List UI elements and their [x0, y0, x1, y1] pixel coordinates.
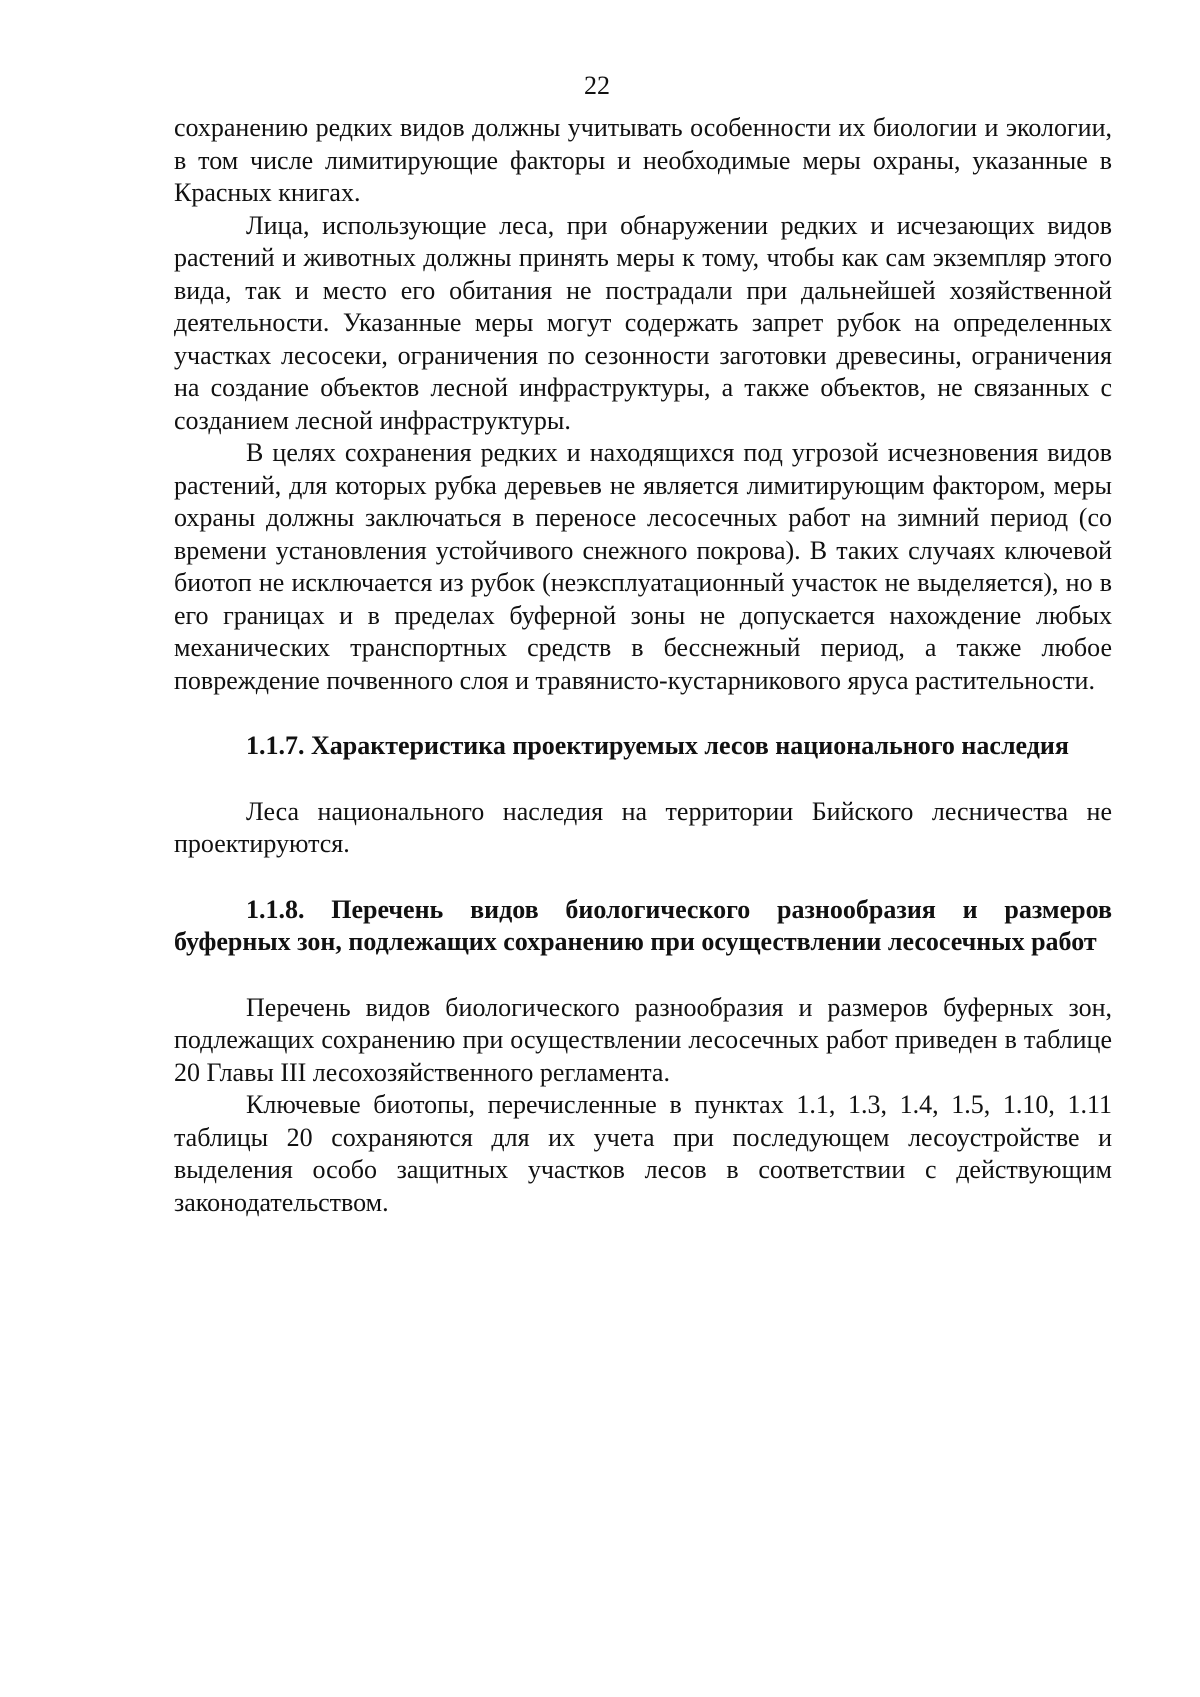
- paragraph-biodiversity-list: Перечень видов биологического разнообразия и размеров буферных зон, подлежащих сохранению при осуществлении лесосечных работ приведен в таблице 20 Главы III лесохозяйственного регламента.: [174, 992, 1112, 1087]
- section-heading-1-1-8: 1.1.8. Перечень видов биологического разнообразия и размеров буферных зон, подлежащих сохранению при осуществлении лесосечных работ: [174, 894, 1112, 956]
- spacer: [174, 861, 1112, 894]
- paragraph-winter-logging: В целях сохранения редких и находящихся под угрозой исчезновения видов растений, для которых рубка деревьев не является лимитирующим фактором, меры охраны должны заключаться в переносе лесосечных работ на зимний период (со времени установления устойчивого снежного покрова). В таких случаях ключевой биотоп не исключается из рубок (неэксплуатационный участок не выделяется), но в его границах и в пределах буферной зоны не допускается нахождение любых механических транспортных средств в бесснежный период, а также любое повреждение почвенного слоя и травянисто-кустарникового яруса растительности.: [174, 438, 1112, 695]
- spacer: [174, 763, 1112, 796]
- spacer: [174, 959, 1112, 992]
- paragraph-national-heritage-forests: Леса национального наследия на территории Бийского лесничества не проектируются.: [174, 796, 1112, 858]
- section-heading-1-1-7: 1.1.7. Характеристика проектируемых лесов национального наследия: [246, 731, 1069, 760]
- page-number: 22: [584, 71, 610, 100]
- spacer: [174, 697, 1112, 730]
- paragraph-rare-species-measures: Лица, использующие леса, при обнаружении редких и исчезающих видов растений и животных должны принять меры к тому, чтобы как сам экземпляр этого вида, так и место его обитания не пострадали при дальнейшей хозяйственной деятельности. Указанные меры могут содержать запрет рубок на определенных участках лесосеки, ограничения по сезонности заготовки древесины, ограничения на создание объектов лесной инфраструктуры, а также объектов, не связанных с созданием лесной инфраструктуры.: [174, 210, 1112, 435]
- paragraph-continuation: сохранению редких видов должны учитывать особенности их биологии и экологии, в том числе лимитирующие факторы и необходимые меры охраны, указанные в Красных книгах.: [174, 113, 1112, 207]
- paragraph-key-biotopes: Ключевые биотопы, перечисленные в пунктах 1.1, 1.3, 1.4, 1.5, 1.10, 1.11 таблицы 20 сохраняются для их учета при последующем лесоустройстве и выделения особо защитных участков лесов в соответствии с действующим законодательством.: [174, 1090, 1112, 1217]
